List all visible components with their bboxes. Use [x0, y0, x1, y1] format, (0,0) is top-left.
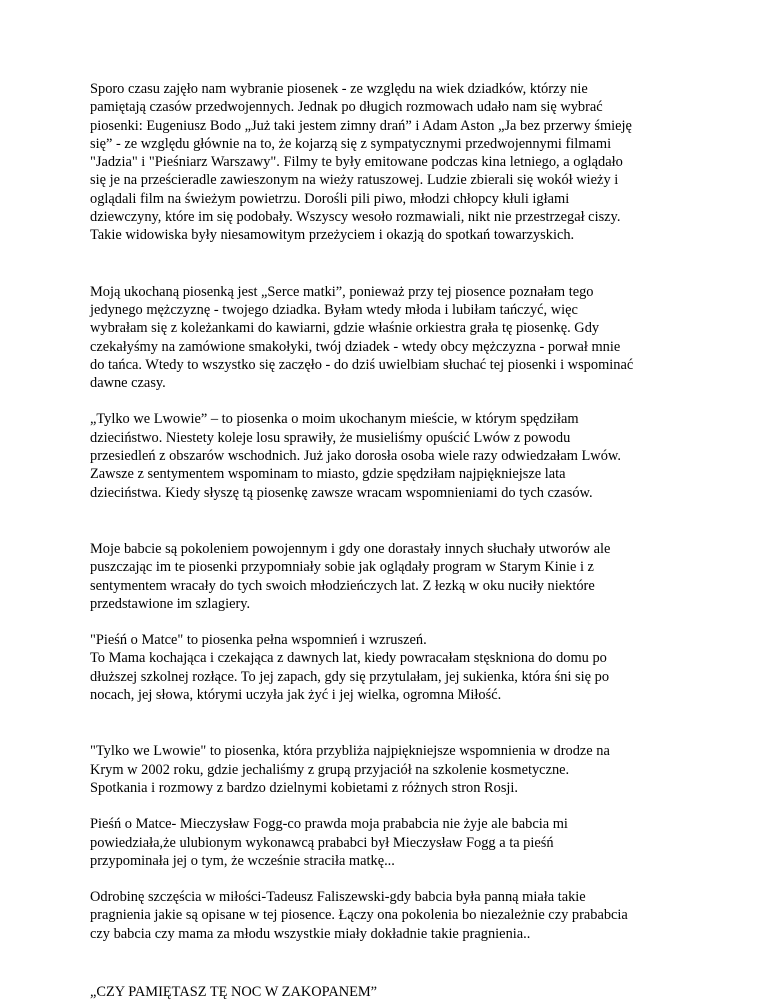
section-heading-zakopane: „CZY PAMIĘTASZ TĘ NOC W ZAKOPANEM” — [90, 983, 378, 1000]
paragraph-odrobine-szczescia: Odrobinę szczęścia w miłości-Tadeusz Faliszewski-gdy babcia była panną miała takie pragnienia jakie są opisane w tej piosence. Łączy ona pokolenia bo niezależnie czy prababcia czy babcia czy mama za młodu wszystkie miały dokładnie takie pragnienia.. — [90, 889, 628, 942]
paragraph-grandmothers: Moje babcie są pokoleniem powojennym i gdy one dorastały innych słuchały utworów ale puszczając im te piosenki przypomniały sobie jak oglądały program w Starym Kinie i z sentymentem wracały do tych swoich młodzieńczych lat. Z łezką w oku nuciły niektóre przedstawione im szlagiery. — [90, 540, 611, 612]
paragraph-piesn-o-matce: "Pieśń o Matce" to piosenka pełna wspomnień i wzruszeń. To Mama kochająca i czekająca z dawnych lat, kiedy powracałam stęskniona do domu po dłuższej szkolnej rozłące. To jej zapach, gdy się przytulałam, jej sukienka, która śni się po nocach, jej słowa, którymi uczyła jak żyć i jej wielka, ogromna Miłość. — [90, 632, 610, 704]
paragraph-tylko-we-lwowie: „Tylko we Lwowie” – to piosenka o moim ukochanym mieście, w którym spędziłam dzieciństwo. Niestety koleje losu sprawiły, że musieliśmy opuścić Lwów z powodu przesiedleń z obszarów wschodnich. Już jako dorosła osoba wiele razy odwiedzałam Lwów. Zawsze z sentymentem wspominam to miasto, gdzie spędziłam najpiękniejsze lata dzieciństwa. Kiedy słyszę tą piosenkę zawsze wracam wspomnieniami do tych czasów. — [90, 411, 621, 501]
paragraph-mieczyslaw-fogg: Pieśń o Matce- Mieczysław Fogg-co prawda moja prababcia nie żyje ale babcia mi powiedziała,że ulubionym wykonawcą prababci był Mieczysław Fogg a ta pieśń przypominała jej o tym, że wcześnie straciła matkę... — [90, 816, 568, 869]
paragraph-tylko-we-lwowie-krym: "Tylko we Lwowie" to piosenka, która przybliża najpiękniejsze wspomnienia w drodze na Krym w 2002 roku, gdzie jechaliśmy z grupą przyjaciół na szkolenie kosmetyczne. Spotkania i rozmowy z bardzo dzielnymi kobietami z różnych stron Rosji. — [90, 743, 610, 796]
paragraph-serce-matki: Moją ukochaną piosenką jest „Serce matki”, ponieważ przy tej piosence poznałam tego jedynego mężczyznę - twojego dziadka. Byłam wtedy młoda i lubiłam tańczyć, więc wybrałam się z koleżankami do kawiarni, gdzie właśnie orkiestra grała tę piosenkę. Gdy czekałyśmy na zamówione smakołyki, twój dziadek - wtedy obcy mężczyzna - porwał mnie do tańca. Wtedy to wszystko się zaczęło - do dziś uwielbiam słuchać tej piosenki i wspominać dawne czasy. — [90, 283, 634, 392]
paragraph-song-selection: Sporo czasu zajęło nam wybranie piosenek - ze względu na wiek dziadków, którzy nie pamiętają czasów przedwojennych. Jednak po długich rozmowach udało nam się wybrać piosenki: Eugeniusz Bodo „Już taki jestem zimny drań” i Adam Aston „Ja bez przerwy śmieję się” - ze względu głównie na to, że kojarzą się z sympatycznymi przedwojennymi filmami "Jadzia" i "Pieśniarz Warszawy". Filmy te były emitowane podczas kina letniego, a oglądało się je na prześcieradle zawieszonym na wieży ratuszowej. Ludzie zbierali się wokół wieży i oglądali film na świeżym powietrzu. Dorośli pili piwo, młodzi chłopcy kłuli igłami dziewczyny, które im się podobały. Wszyscy wesoło rozmawiali, nikt nie przestrzegał ciszy. Takie widowiska były niesamowitym przeżyciem i okazją do spotkań towarzyskich. — [90, 81, 632, 244]
document-page — [90, 80, 690, 1001]
